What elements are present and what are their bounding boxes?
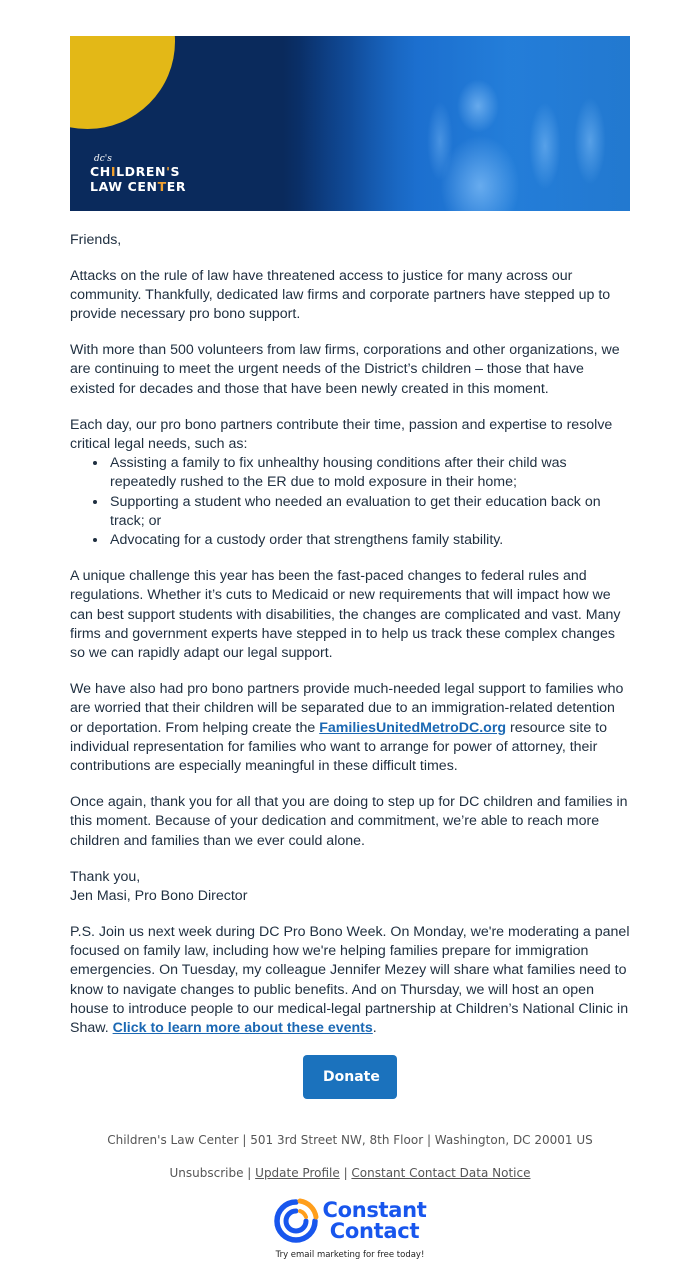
families-united-link[interactable]: FamiliesUnitedMetroDC.org	[319, 719, 507, 736]
paragraph-text: P.S. Join us next week during DC Pro Bono Week. On Monday, we're moderating a panel focused on family law, including how we're helping families prepare for immigration emergencies. On Tuesday, my colleague Jennifer Mezey will share what families need to know to navigate changes to public benefits. And on Thursday, we will host an open house to introduce people to our medical-legal partnership at Children’s National Clinic in Shaw.	[70, 923, 630, 1037]
events-link[interactable]: Click to learn more about these events	[112, 1020, 373, 1037]
header-banner	[70, 36, 630, 211]
wordmark-line-2: Contact	[329, 1218, 420, 1243]
paragraph-6: Once again, thank you for all that you are doing to step up for DC children and families in this moment. Because of your dedication and commitment, we’re able to reach more children and families than we ever could alone.	[70, 794, 628, 849]
children-running-photo	[300, 36, 630, 211]
email-footer	[70, 1133, 630, 1260]
separator: |	[243, 1165, 256, 1180]
list-item: • Supporting a student who needed an evaluation to get their education back on track; or	[108, 493, 630, 532]
unsubscribe-link[interactable]: Unsubscribe	[169, 1165, 244, 1180]
paragraph-text: resource site to individual representation for families who want to arrange for power of attorney, their contributions are especially meaningful in these difficult times.	[70, 719, 607, 775]
list-item: • Assisting a family to fix unhealthy housing conditions after their child was repeatedly rushed to the ER due to mold exposure in their home;	[108, 454, 630, 493]
paragraph-1: Attacks on the rule of law have threatened access to justice for many across our community. Thankfully, dedicated law firms and corporate partners have stepped up to provide necessary pro bono support.	[70, 267, 611, 323]
paragraph-3-intro: Each day, our pro bono partners contribute their time, passion and expertise to resolve critical legal needs, such as:	[70, 416, 613, 452]
logo-text: LAW CEN	[90, 179, 158, 194]
donate-button[interactable]: Donate	[303, 1055, 397, 1099]
signoff: Thank you,	[70, 868, 141, 885]
paragraph-5	[70, 680, 630, 776]
logo-line-2	[90, 179, 186, 194]
logo-line-1	[90, 164, 186, 179]
update-profile-link[interactable]: Update Profile	[255, 1165, 340, 1180]
logo-text: CH	[90, 164, 111, 179]
donate-section	[70, 1055, 630, 1099]
needs-section	[70, 416, 630, 551]
logo-text: LDREN	[116, 164, 167, 179]
postscript	[70, 923, 630, 1039]
childrens-law-center-logo	[90, 154, 186, 194]
signature: Jen Masi, Pro Bono Director	[70, 887, 248, 904]
wordmark-line-1: Constant	[322, 1197, 427, 1222]
constant-contact-badge[interactable]	[70, 1198, 630, 1260]
constant-contact-tagline: Try email marketing for free today!	[275, 1249, 425, 1260]
signature-block	[70, 868, 630, 907]
yellow-circle-decoration	[70, 36, 175, 129]
greeting: Friends,	[70, 232, 122, 248]
separator: |	[339, 1165, 352, 1180]
paragraph-text: We have also had pro bono partners provide much-needed legal support to families who are worried that their children will be separated due to an immigration-related detention or deportation. From helping create the	[70, 681, 624, 736]
legal-needs-list	[70, 454, 630, 550]
paragraph-4: A unique challenge this year has been the fast-paced changes to federal rules and regulations. Whether it’s cuts to Medicaid or new requirements that will impact how we can best support students with disabilities, the changes are complicated and vast. Many firms and government experts have stepped in to help us track these complex changes so we can rapidly adapt our legal support.	[70, 568, 621, 662]
data-notice-link[interactable]: Constant Contact Data Notice	[351, 1165, 531, 1180]
email-container	[70, 36, 630, 1260]
letter-body	[70, 231, 630, 1038]
paragraph-2: With more than 500 volunteers from law firms, corporations and other organizations, we are continuing to meet the urgent needs of the District’s children – those that have existed for decades and those that have been newly created in this moment.	[70, 342, 620, 397]
logo-figure-icon: I	[110, 164, 117, 179]
constant-contact-logo	[273, 1198, 426, 1244]
logo-figure-icon: T	[157, 179, 167, 194]
list-item: • Advocating for a custody order that strengthens family stability.	[108, 531, 630, 550]
logo-text: S	[170, 164, 181, 179]
constant-contact-wordmark	[322, 1197, 427, 1243]
logo-prefix: dc's	[94, 154, 112, 164]
organization-address: Children's Law Center | 501 3rd Street NW, 8th Floor | Washington, DC 20001 US	[107, 1132, 593, 1147]
logo-balloon-icon: '	[166, 164, 171, 179]
logo-text: ER	[166, 179, 187, 194]
constant-contact-icon	[273, 1198, 319, 1244]
footer-links	[70, 1166, 630, 1180]
paragraph-text: .	[372, 1020, 377, 1037]
